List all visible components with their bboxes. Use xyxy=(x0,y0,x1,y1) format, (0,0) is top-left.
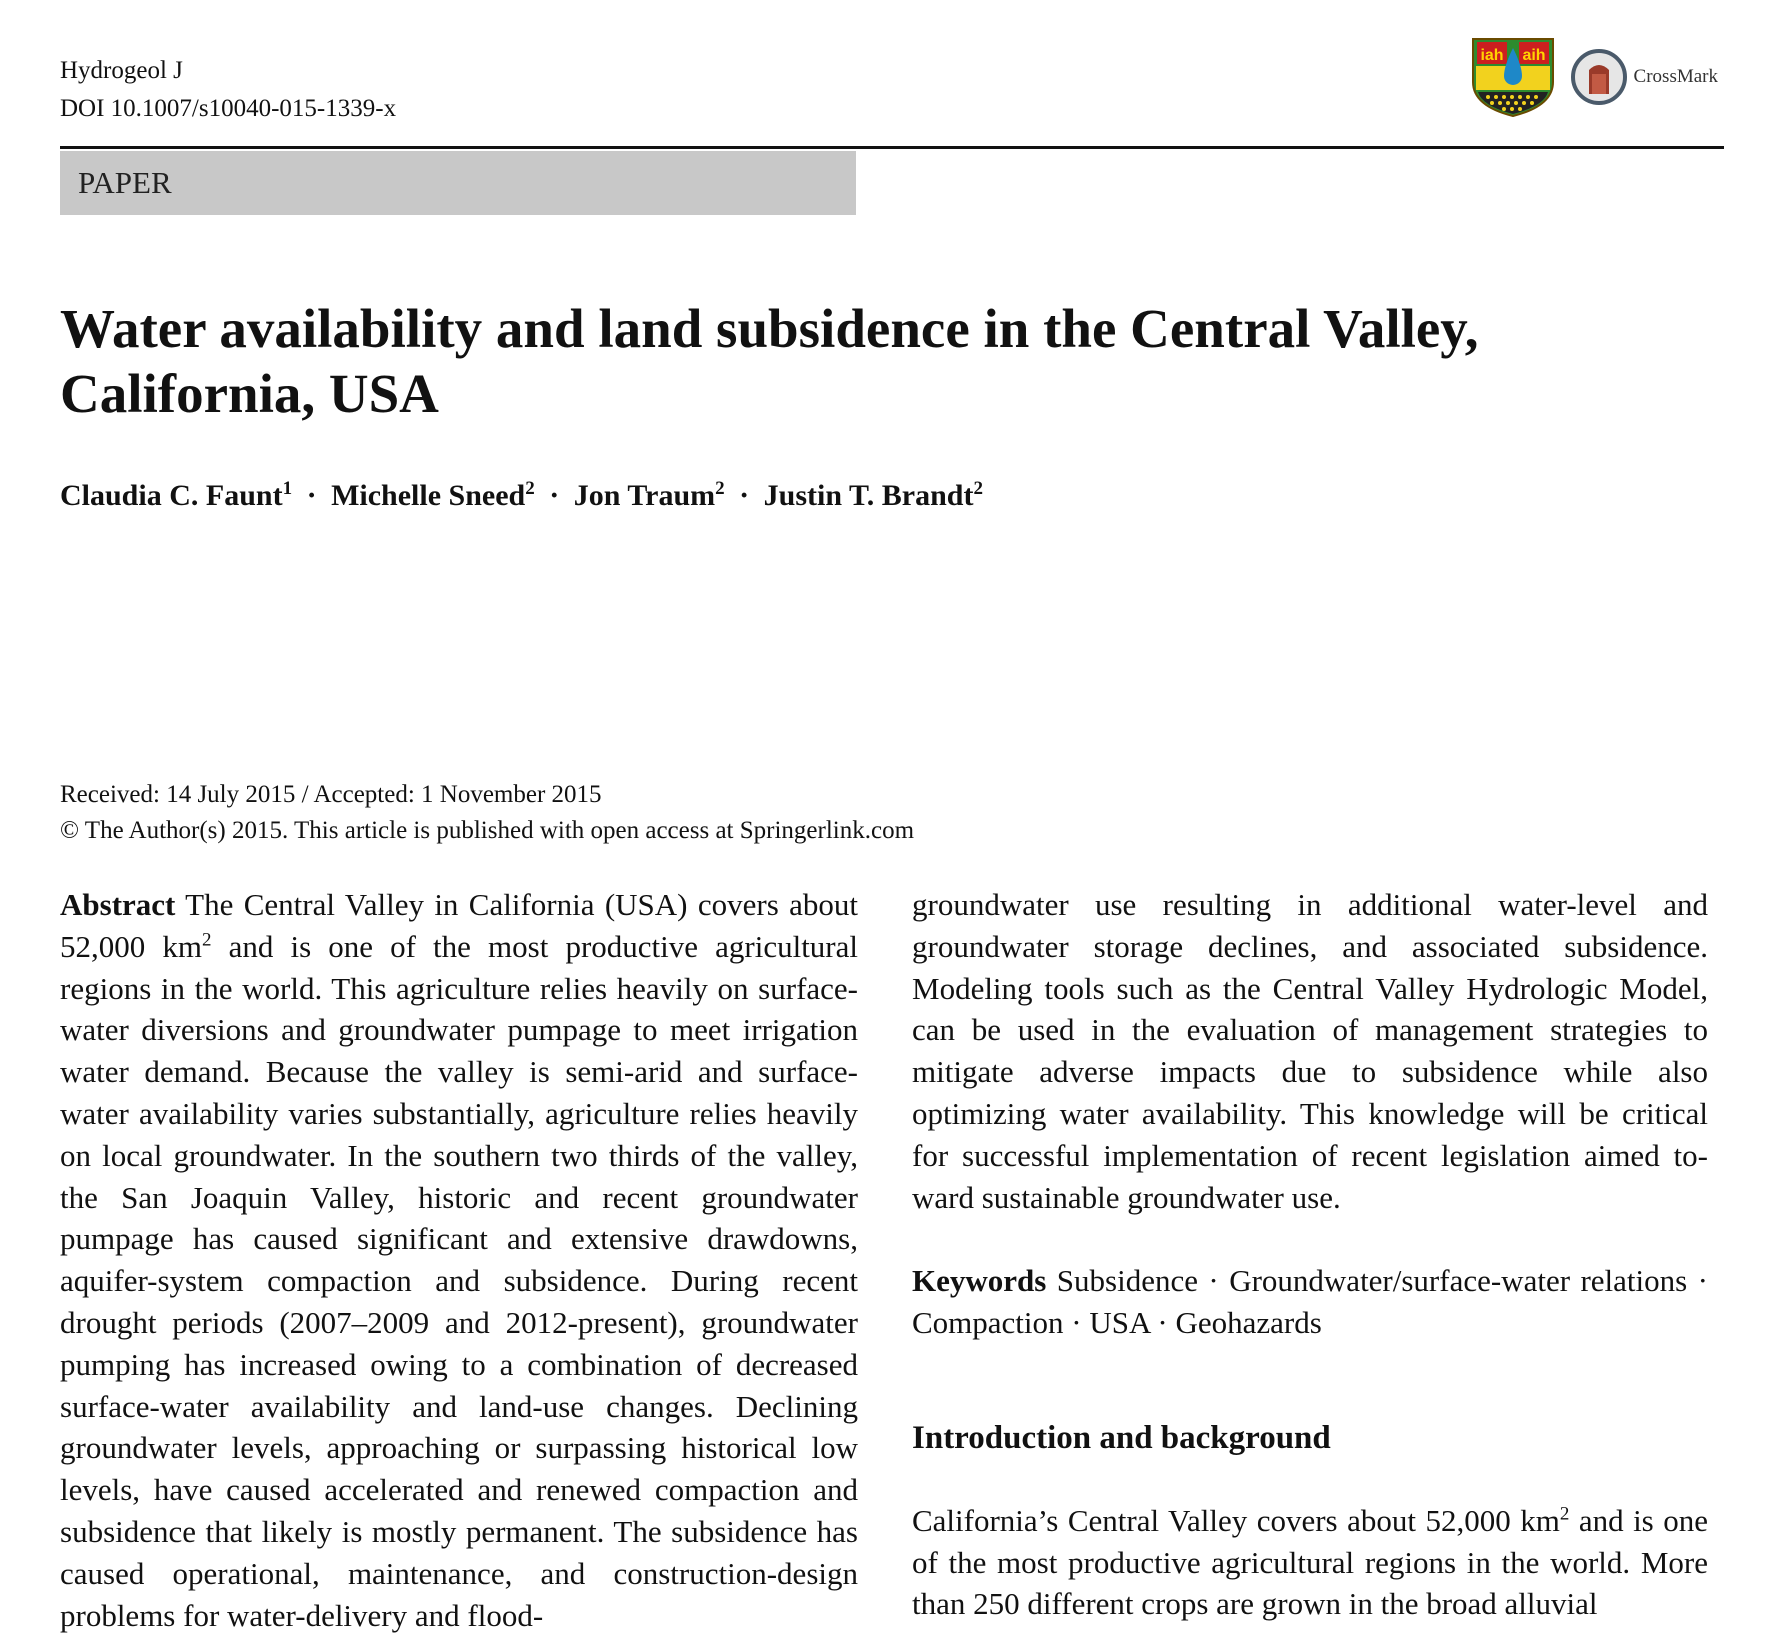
header-logos xyxy=(1470,36,1718,118)
paper-title: Water availability and land subsidence in the Central Valley, California, USA xyxy=(60,298,1479,424)
received-accepted: Received: 14 July 2015 / Accepted: 1 November 2015 xyxy=(60,781,602,808)
crossmark-badge[interactable] xyxy=(1570,48,1718,106)
superscript: 2 xyxy=(1559,1503,1570,1525)
article-dates xyxy=(60,777,914,849)
abstract-paragraph xyxy=(60,884,858,1636)
author-list xyxy=(60,478,983,513)
author-name[interactable]: Justin T. Brandt xyxy=(763,479,974,512)
abstract-text: The Central Valley in California (USA) covers about 52,000 km xyxy=(60,887,858,964)
author-name[interactable]: Jon Traum xyxy=(573,479,716,512)
keywords-label: Keywords xyxy=(912,1263,1047,1299)
header-rule xyxy=(60,146,1724,149)
abstract-continued: groundwater use resulting in additional water-level and groundwater storage declines, and associated subsidence. Modeling tools such as the Central Valley Hydrologic Model, can be used in the evaluation of management strategies to mitigate adverse impacts due to subsidence while also optimizing water availability. This knowledge will be critical for successful implementation of recent legislation aimed toward sustainable groundwater use. xyxy=(912,887,1708,1215)
author-affiliation: 2 xyxy=(715,478,725,499)
iah-logo xyxy=(1470,36,1556,118)
intro-paragraph xyxy=(912,1500,1708,1625)
author-affiliation: 2 xyxy=(973,478,983,499)
doi[interactable]: DOI 10.1007/s10040-015-1339-x xyxy=(60,95,397,122)
copyright-line: © The Author(s) 2015. This article is published with open access at Springerlink.com xyxy=(60,817,915,844)
author-affiliation: 1 xyxy=(282,478,293,499)
abstract-text: and is one of the most productive agricultural regions in the world. This agriculture relies heavily on surface-water diversions and groundwater pumpage to meet irrigation water demand. Because the valley is semi-arid and surface-water availability varies substantially, agriculture relies heavily on local groundwater. In the southern two thirds of the valley, the San Joaquin Valley, historic and recent groundwater pumpage has caused significant and extensive drawdowns, aquifer-system compaction and subsidence. During recent drought periods (2007–2009 and 2012-present), groundwater pumping has increased owing to a combination of decreased surface-water availability and land-use changes. Declining groundwater levels, approaching or surpassing historical low levels, have caused accelerated and renewed compaction and subsidence that likely is mostly permanent. The subsidence has caused operational, maintenance, and construction-design problems for water-delivery and flood- xyxy=(60,928,858,1633)
author-separator: · xyxy=(306,479,317,512)
author-name[interactable]: Michelle Sneed xyxy=(331,479,526,512)
author-affiliation: 2 xyxy=(525,478,535,499)
svg-text:iah: iah xyxy=(1479,47,1504,64)
abstract-column xyxy=(60,884,858,1636)
author-separator: · xyxy=(739,479,750,512)
superscript: 2 xyxy=(201,929,212,951)
crossmark-label: CrossMark xyxy=(1633,66,1718,87)
abstract-label: Abstract xyxy=(60,887,176,922)
section-heading-introduction: Introduction and background xyxy=(912,1419,1331,1456)
keywords-text: Subsidence · Groundwater/surface-water relations · Compaction · USA · Geohazards xyxy=(912,1263,1708,1341)
author-name[interactable]: Claudia C. Faunt xyxy=(60,479,283,512)
intro-text: and is one of the most productive agricultural regions in the world. More than 250 different crops are grown in the broad alluvial xyxy=(912,1502,1708,1622)
keywords-paragraph xyxy=(912,1260,1708,1344)
author-separator: · xyxy=(549,479,560,512)
section-label: PAPER xyxy=(60,151,856,215)
journal-meta xyxy=(60,52,396,128)
crossmark-icon xyxy=(1570,48,1628,106)
journal-name: Hydrogeol J xyxy=(60,57,183,84)
intro-text: California’s Central Valley covers about 52,000 km xyxy=(912,1502,1560,1538)
svg-text:aih: aih xyxy=(1521,47,1546,64)
right-column xyxy=(912,884,1708,1625)
